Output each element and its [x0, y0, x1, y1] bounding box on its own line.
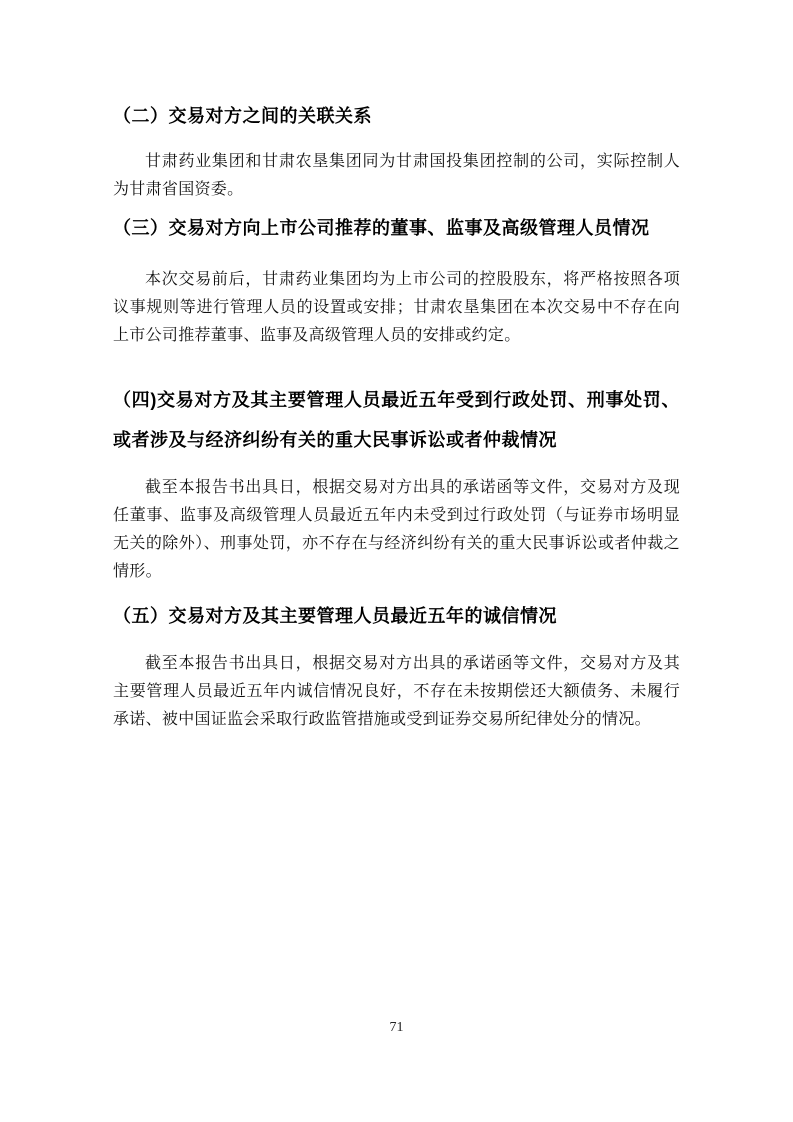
section-body: [113, 474, 680, 586]
body-paragraph: 甘肃药业集团和甘肃农垦集团同为甘肃国投集团控制的公司，实际控制人为甘肃省国资委。: [113, 153, 680, 198]
section-heading: （三）交易对方向上市公司推荐的董事、监事及高级管理人员情况: [113, 218, 650, 238]
page-number: 71: [389, 1020, 404, 1035]
section-body: [113, 148, 680, 204]
sections: [113, 104, 680, 734]
body-paragraph: 截至本报告书出具日，根据交易对方出具的承诺函等文件，交易对方及其主要管理人员最近五年内诚信情况良好，不存在未按期偿还大额债务、未履行承诺、被中国证监会采取行政监管措施或受到证券交易所纪律处分的情况。: [113, 655, 680, 728]
section-body: [113, 650, 680, 734]
section-heading: （二）交易对方之间的关联关系: [113, 106, 372, 126]
section-heading: （五）交易对方及其主要管理人员最近五年的诚信情况: [113, 606, 557, 626]
body-paragraph: 本次交易前后，甘肃药业集团均为上市公司的控股股东，将严格按照各项议事规则等进行管理人员的设置或安排；甘肃农垦集团在本次交易中不存在向上市公司推荐董事、监事及高级管理人员的安排或约定。: [113, 271, 680, 344]
document-section: [113, 604, 680, 734]
document-section: [113, 216, 680, 350]
document-section: [113, 104, 680, 204]
section-body: [113, 266, 680, 350]
document-section: [113, 380, 680, 586]
body-paragraph: 截至本报告书出具日，根据交易对方出具的承诺函等文件，交易对方及现任董事、监事及高级管理人员最近五年内未受到过行政处罚（与证券市场明显无关的除外）、刑事处罚，亦不存在与经济纠纷有关的重大民事诉讼或者仲裁之情形。: [113, 479, 680, 580]
section-heading: （四)交易对方及其主要管理人员最近五年受到行政处罚、刑事处罚、或者涉及与经济纠纷有关的重大民事诉讼或者仲裁情况: [113, 390, 680, 450]
